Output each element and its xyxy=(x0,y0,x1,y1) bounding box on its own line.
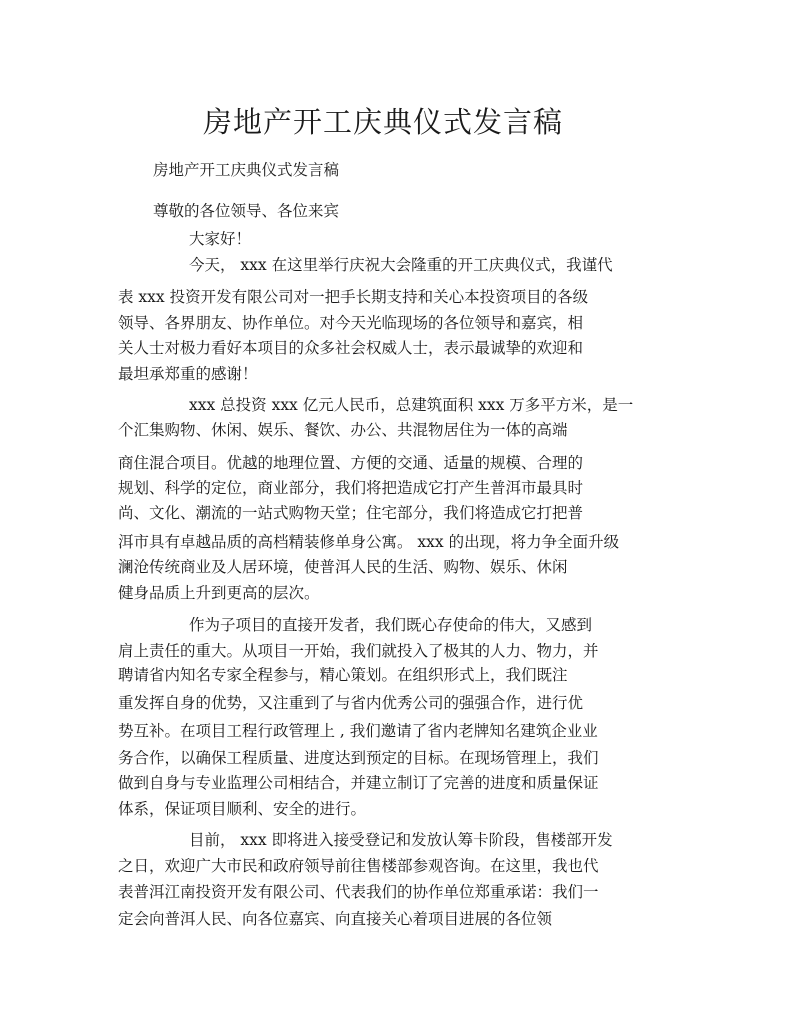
text-line: 商住混合项目。优越的地理位置、方便的交通、适量的规模、合理的 xyxy=(118,454,584,472)
text-line: 表 xxx 投资开发有限公司对一把手长期支持和关心本投资项目的各级 xyxy=(118,288,589,306)
text-line: 规划、科学的定位，商业部分，我们将把造成它打产生普洱市最具时 xyxy=(118,479,584,497)
text-line: 做到自身与专业监理公司相结合，并建立制订了完善的进度和质量保证 xyxy=(118,774,599,792)
text-line: 之日，欢迎广大市民和政府领导前往售楼部参观咨询。在这里，我也代 xyxy=(118,857,599,875)
document-title: 房地产开工庆典仪式发言稿 xyxy=(202,105,563,139)
text-line: 今天， xxx 在这里举行庆祝大会隆重的开工庆典仪式，我谨代 xyxy=(189,256,613,274)
text-line: 澜沧传统商业及人居环境，使普洱人民的生活、购物、娱乐、休闲 xyxy=(118,558,568,576)
text-line: xxx 总投资 xxx 亿元人民币，总建筑面积 xxx 万多平方米，是一 xyxy=(189,396,634,414)
text-line: 体系，保证项目顺利、安全的进行。 xyxy=(118,800,367,818)
subtitle-line: 房地产开工庆典仪式发言稿 xyxy=(153,161,340,179)
salutation-line: 尊敬的各位领导、各位来宾 xyxy=(153,202,340,220)
greeting-line: 大家好！ xyxy=(189,230,252,248)
text-line: 个汇集购物、休闲、娱乐、餐饮、办公、共混物居住为一体的高端 xyxy=(118,421,568,439)
text-line: 洱市具有卓越品质的高档精装修单身公寓。 xxx 的出现，将力争全面升级 xyxy=(118,533,620,551)
text-line: 作为子项目的直接开发者，我们既心存使命的伟大，又感到 xyxy=(189,616,593,634)
text-line: 尚、文化、潮流的一站式购物天堂；住宅部分，我们将造成它打把普 xyxy=(118,504,584,522)
text-line: 领导、各界朋友、协作单位。对今天光临现场的各位领导和嘉宾，相 xyxy=(118,314,584,332)
text-line: 定会向普洱人民、向各位嘉宾、向直接关心着项目进展的各位领 xyxy=(118,910,553,928)
text-line: 聘请省内知名专家全程参与，精心策划。在组织形式上，我们既注 xyxy=(118,666,568,684)
text-line: 表普洱江南投资开发有限公司、代表我们的协作单位郑重承诺：我们一 xyxy=(118,883,599,901)
text-line: 肩上责任的重大。从项目一开始，我们就投入了极其的人力、物力，并 xyxy=(118,642,599,660)
text-line: 健身品质上升到更高的层次。 xyxy=(118,584,320,602)
text-line: 势互补。在项目工程行政管理上 , 我们邀请了省内老牌知名建筑企业业 xyxy=(118,722,598,740)
text-line: 目前， xxx 即将进入接受登记和发放认筹卡阶段，售楼部开发 xyxy=(189,831,613,849)
text-line: 务合作，以确保工程质量、进度达到预定的目标。在现场管理上，我们 xyxy=(118,749,599,767)
text-line: 最坦承郑重的感谢！ xyxy=(118,365,258,383)
text-line: 关人士对极力看好本项目的众多社会权威人士，表示最诚挚的欢迎和 xyxy=(118,339,584,357)
text-line: 重发挥自身的优势，又注重到了与省内优秀公司的强强合作，进行优 xyxy=(118,694,584,712)
